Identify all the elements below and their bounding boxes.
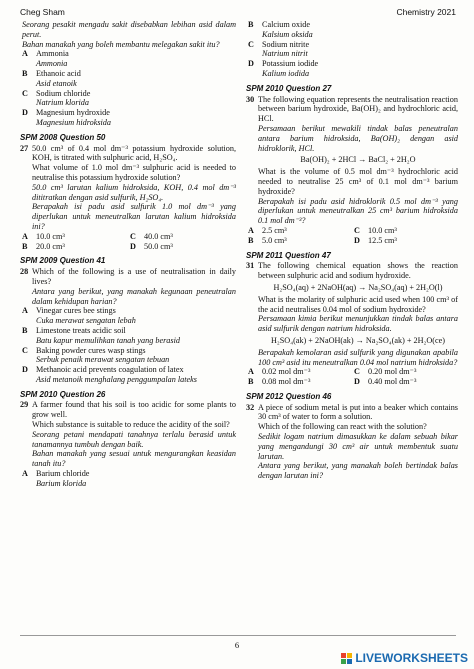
header-subject: Chemistry 2021	[396, 7, 456, 17]
question-29	[20, 400, 236, 469]
brand-name: LIVEWORKSHEETS	[355, 651, 468, 665]
question-text-malay: 50.0 cm³ larutan kalium hidroksida, KOH, 0.4 mol dm⁻³ dititratkan dengan asid sulfurik, H₂SO₄.	[32, 182, 236, 202]
option[interactable]: A Vinegar cures bee stings Cuka merawat sengatan lebah	[22, 306, 136, 326]
option[interactable]: D Potassium iodide Kalium iodida	[248, 59, 319, 78]
section-title: SPM 2009 Question 41	[20, 256, 106, 266]
option-text[interactable]: 20.0 cm³	[36, 241, 65, 251]
question-number: 31	[246, 261, 255, 271]
question-text-malay: Antara yang berikut, yang manakah boleh bertindak balas dengan larutan ini?	[258, 461, 458, 481]
option-text[interactable]: 10.0 cm³	[368, 225, 397, 235]
question-32	[246, 403, 458, 481]
q26-malay-stem: Seorang pesakit mengadu sakit disebabkan lebihan asid dalam perut.	[22, 20, 236, 39]
option-text[interactable]: 40.0 cm³	[144, 231, 173, 241]
question-text-malay: Seorang petani mendapati tanahnya terlalu berasid untuk tanamannya tumbuh dengan baik.	[32, 429, 236, 449]
question-27	[20, 144, 236, 232]
question-number: 28	[20, 267, 29, 277]
option-label[interactable]: A	[248, 225, 254, 235]
footer-divider	[20, 635, 456, 636]
option[interactable]: B Calcium oxide Kalsium oksida	[248, 20, 313, 39]
question-number: 29	[20, 400, 29, 410]
question-text-malay: Sedikit logam natrium dimasukkan ke dalam sebuah bikar yang mengandungi 30 cm³ air untuk membentuk suatu larutan.	[258, 432, 458, 461]
q27-options	[20, 232, 236, 252]
question-text: Which of the following can react with the solution?	[258, 422, 427, 432]
option-text[interactable]: 12.5 cm³	[368, 235, 397, 245]
question-text-malay: Bahan manakah yang sesuai untuk mengurangkan keasidan tanah itu?	[32, 449, 236, 469]
question-text: The following equation represents the neutralisation reaction between barium hydroxide, Ba(OH)₂ and hydrochloric acid, HCl.	[258, 94, 458, 124]
option-label[interactable]: A	[248, 367, 254, 377]
question-text: The following chemical equation shows the reaction between sulphuric acid and sodium hydroxide.	[258, 261, 458, 281]
option-text[interactable]: 2.5 cm³	[262, 225, 287, 235]
option-text[interactable]: 0.02 mol dm⁻³	[262, 367, 311, 377]
option-text[interactable]: 5.0 cm³	[262, 235, 287, 245]
brand-grid-icon	[341, 653, 352, 664]
option[interactable]: D Methanoic acid prevents coagulation of latex Asid metanoik menghalang penggumpalan lateks	[22, 365, 197, 384]
question-28	[20, 267, 236, 306]
page-number: 6	[234, 640, 240, 650]
section-title: SPM 2008 Question 50	[20, 132, 106, 142]
chemical-equation-malay: H₂SO₄(ak) + 2NaOH(ak) → Na₂SO₄(ak) + 2H₂O(ce)	[270, 335, 446, 345]
q30-options	[246, 226, 458, 246]
section-title: SPM 2010 Question 26	[20, 389, 106, 399]
question-text: What volume of 1.0 mol dm⁻³ sulphuric acid is needed to neutralise this potassium hydroxide solution?	[32, 163, 236, 182]
q28-options	[20, 306, 236, 384]
q26-options	[20, 49, 236, 127]
option[interactable]: B Ethanoic acid Asid etanoik	[22, 68, 81, 88]
left-column	[20, 20, 236, 489]
question-text: Which substance is suitable to reduce the acidity of the soil?	[32, 420, 230, 430]
option-label[interactable]: D	[130, 241, 136, 251]
question-30	[246, 95, 458, 226]
question-text: A piece of sodium metal is put into a beaker which contains 30 cm³ of water to form a solution.	[258, 402, 458, 422]
q29-options-cont	[246, 20, 458, 79]
option[interactable]: B Limestone treats acidic soil Batu kapur memulihkan tanah yang berasid	[22, 325, 180, 345]
question-31	[246, 261, 458, 367]
q26-malay-question: Bahan manakah yang boleh membantu melegakan sakit itu?	[22, 39, 220, 49]
question-text: A farmer found that his soil is too acidic for some plants to grow well.	[32, 400, 236, 420]
question-number: 30	[246, 94, 255, 104]
question-text-malay: Persamaan berikut mewakili tindak balas peneutralan antara barium hidroksida, Ba(OH)₂ dengan asid hidroklorik, HCl.	[258, 123, 458, 153]
option-label[interactable]: B	[248, 377, 254, 387]
q31-options	[246, 367, 458, 387]
option-text[interactable]: 10.0 cm³	[36, 231, 65, 241]
option[interactable]: A Barium chloride Barium klorida	[22, 469, 90, 488]
option-label[interactable]: C	[354, 367, 360, 377]
option[interactable]: A Ammonia Ammonia	[22, 49, 69, 69]
q29-options	[20, 469, 236, 489]
question-text: What is the volume of 0.5 mol dm⁻³ hydrochloric acid needed to neutralise 25 cm³ of 0.1 mol dm⁻³ barium hydroxide?	[258, 167, 458, 196]
section-title: SPM 2012 Question 46	[246, 391, 332, 401]
question-text-malay: Berapakah isi padu asid hidroklorik 0.5 mol dm⁻³ yang diperlukan untuk meneutralkan 25 cm³ barium hidroksida 0.1 mol dm⁻³?	[258, 196, 458, 226]
right-column	[246, 20, 458, 481]
liveworksheets-logo	[341, 651, 468, 665]
header-author: Cheg Sham	[20, 7, 65, 17]
question-text: What is the molarity of sulphuric acid used when 100 cm³ of the acid neutralises 0.04 mol of sodium hydroxide?	[258, 294, 458, 314]
option-label[interactable]: C	[130, 231, 136, 241]
option[interactable]: C Sodium chloride Natrium klorida	[22, 88, 91, 108]
question-text: 50.0 cm³ of 0.4 mol dm⁻³ potassium hydroxide solution, KOH, is titrated with sulphuric acid, H₂SO₄.	[32, 143, 236, 163]
option-label[interactable]: B	[248, 235, 254, 245]
option-label[interactable]: A	[22, 231, 28, 241]
option-text[interactable]: 0.08 mol dm⁻³	[262, 377, 311, 387]
option-text[interactable]: 0.20 mol dm⁻³	[368, 367, 417, 377]
option-label[interactable]: D	[354, 235, 360, 245]
option-label[interactable]: B	[22, 241, 28, 251]
option-label[interactable]: C	[354, 225, 360, 235]
option-text[interactable]: 50.0 cm³	[144, 241, 173, 251]
option[interactable]: C Sodium nitrite Natrium nitrit	[248, 39, 310, 59]
question-number: 32	[246, 402, 255, 412]
option[interactable]: D Magnesium hydroxide Magnesium hidroksida	[22, 108, 111, 127]
question-text: Which of the following is a use of neutralisation in daily lives?	[32, 267, 236, 286]
question-text-malay: Persamaan kimia berikut menunjukkan tindak balas antara asid sulfurik dengan natrium hidroksida.	[258, 314, 458, 334]
option-text[interactable]: 0.40 mol dm⁻³	[368, 377, 417, 387]
question-text-malay: Berapakah isi padu asid sulfurik 1.0 mol dm⁻³ yang diperlukan untuk meneutralkan larutan kalium hidroksida ini?	[32, 202, 236, 231]
option-label[interactable]: D	[354, 377, 360, 387]
section-title: SPM 2011 Question 47	[246, 250, 331, 260]
question-number: 27	[20, 143, 29, 153]
question-text-malay: Antara yang berikut, yang manakah kegunaan peneutralan dalam kehidupan harian?	[32, 286, 236, 306]
chemical-equation: Ba(OH)₂ + 2HCl → BaCl₂ + 2H₂O	[300, 155, 416, 165]
question-text-malay: Berapakah kemolaran asid sulfurik yang digunakan apabila 100 cm³ asid itu meneutralkan 0.04 mol natrium hidroksida?	[258, 347, 458, 367]
chemical-equation: H₂SO₄(aq) + 2NaOH(aq) → Na₂SO₄(aq) + 2H₂O(l)	[273, 282, 443, 292]
section-title: SPM 2010 Question 27	[246, 83, 332, 93]
option[interactable]: C Baking powder cures wasp stings Serbuk penaik merawat sengatan tebuan	[22, 345, 170, 365]
